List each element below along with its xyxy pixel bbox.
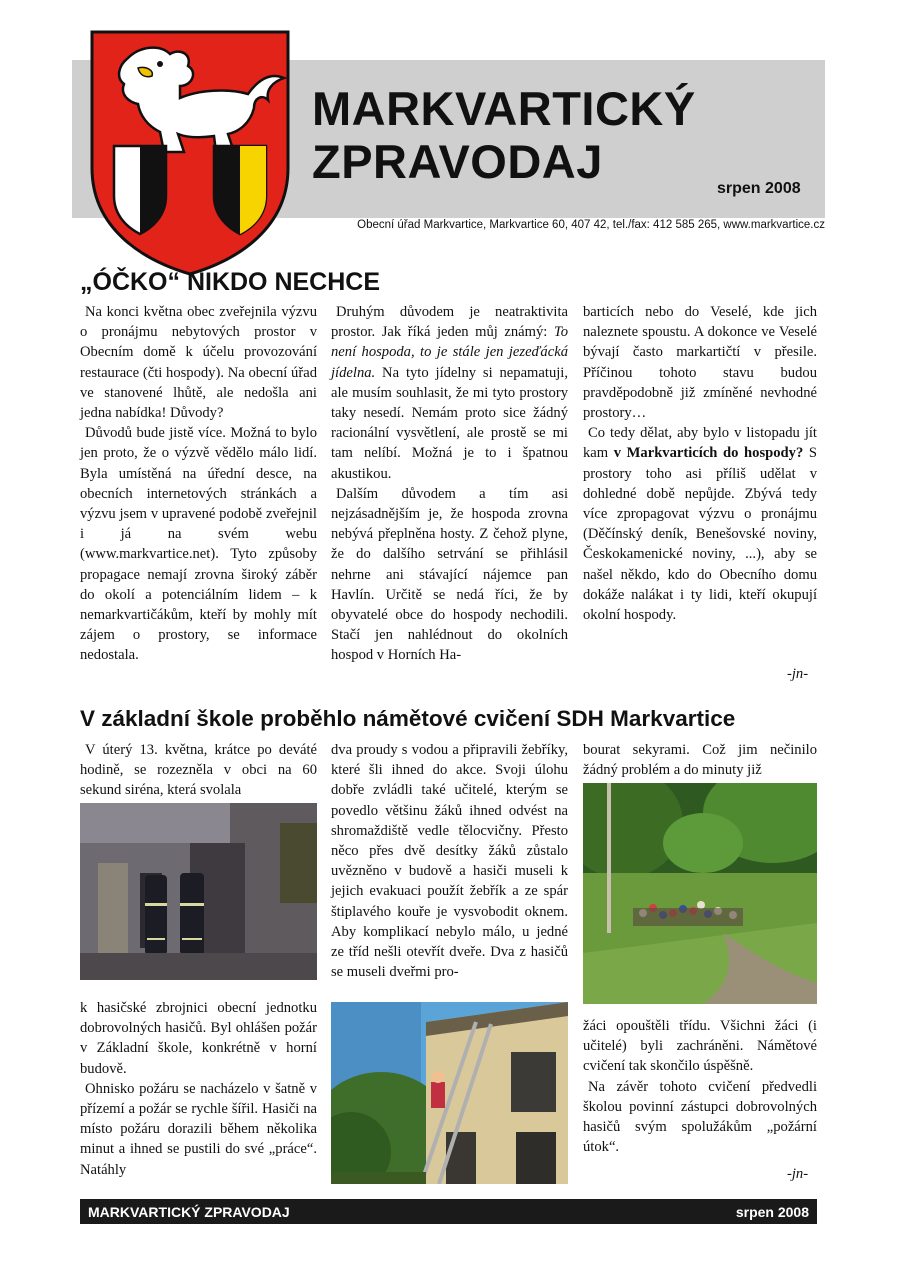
footer-bar [80, 1199, 817, 1224]
masthead-title [312, 82, 696, 188]
article1-col2-text: Druhým důvodem je neatraktivita prostor. Jak říká jeden můj známý: [331, 304, 568, 341]
coat-of-arms-icon [88, 28, 292, 276]
masthead-address: Obecní úřad Markvartice, Markvartice 60, 407 42, tel./fax: 412 585 265, www.markvartice.cz [357, 219, 825, 231]
firefighters-corridor-photo [80, 803, 317, 980]
article1-col2-paragraph2: Dalším důvodem a tím asi nejzásadnějším je, že hospoda zrovna nebývá přeplněna hosty. Z čehož plyne, že do dalšího setrvání se přihlásil nehrne ani stávající nájemce pan Havlín. Určitě se nedá říci, že by obyvatelé obce do hospody nechodili. Stačí jen nahlédnout do okolních hospod v Horních Ha- [331, 485, 568, 664]
article2-signature: -jn- [787, 1166, 809, 1182]
article1-col3-paragraph2 [583, 423, 817, 625]
article2-col3-paragraph: žáci opouštěli třídu. Všichni žáci (i učitelé) byli zachráněni. Námětové cvičení tak skončilo úspěšně. [583, 1018, 817, 1075]
masthead-date: srpen 2008 [717, 180, 801, 197]
masthead-title-line1: MARKVARTICKÝ [312, 82, 696, 135]
article1-column1 [80, 302, 317, 666]
article1-signature: -jn- [787, 666, 809, 682]
article2-column3-bottom [583, 1016, 817, 1157]
article2-column1-top [80, 740, 317, 801]
article2-headline: V základní škole proběhlo námětové cvičení SDH Markvartice [80, 706, 736, 731]
article2-column1-bottom [80, 998, 317, 1180]
article1-col3-bold: v Markvarticích do hospody? [613, 445, 804, 462]
article1-headline: „ÓČKO“ NIKDO NECHCE [80, 268, 381, 296]
article2-col3-paragraph: Na závěr tohoto cvičení předvedli školou povinní zástupci dobrovolných hasičů svým spolužákům „požární útok“. [583, 1078, 817, 1156]
article2-col2-paragraph: dva proudy s vodou a připravili žebříky, které šli ihned do akce. Svoji úlohu dobře zvládli také učitelé, kterým se povedlo většinu žáků ihned odvést na shromaždiště vedle tělocvičny. Přesto něco přes dvě desítky žáků zůstalo uvězněno v budově a hasiči museli k jejich evakuaci použít žebřík a ze spár štiplavého kouře je vysvobodit oknem. Aby komplikací nebylo málo, u jedné ze tříd nešli otevřít dveře. Dva z hasičů se museli dveřmi pro- [331, 742, 568, 981]
article1-col2-text: Na tyto jídelny si nepamatuji, ale musím souhlasit, že mi tyto prostory taky nesedí. Nemám proto sice žádný racionální vysvětlení, ale prostě se mi tam nelíbí. Možná je to i špatnou akustikou. [331, 364, 568, 482]
masthead-title-line2: ZPRAVODAJ [312, 135, 603, 188]
article1-column2 [331, 302, 568, 666]
article1-col3-paragraph1: barticích nebo do Veselé, kde jich naleznete spoustu. A dokonce ve Veselé bývají často markartičtí v přesile. Příčinou tohoto stavu budou pravděpodobně již zmíněné nevhodné prostory… [583, 304, 817, 422]
article2-column2-top [331, 740, 568, 982]
article2-col1-paragraph: k hasičské zbrojnici obecní jednotku dobrovolných hasičů. Byl ohlášen požár v Základní škole, konkrétně v horní budově. [80, 1000, 317, 1077]
article1-col3-text: S prostory toho asi příliš udělat v dohledné době nepůjde. Zbývá tedy více zpropagovat výzvu o pronájmu (Děčínský deník, Benešovské noviny, Českokamenické noviny, ...), aby se našel někdo, kdo do Obecního domu dokáže nalákat i ty lidi, kteří okupují okolní hospody. [583, 445, 817, 624]
article1-col3-text: Co tedy dělat, aby bylo v listopadu jít kam [583, 425, 817, 462]
article1-col1-paragraph: Důvodů bude jistě více. Možná to bylo jen proto, že o výzvě vědělo málo lidí. Byla umístěná na úřední desce, na obecních internetových stránkách a výzvu jsem v upravené podobě zveřejnil i já na svém webu (www.markvartice.net). Tyto způsoby propagace nemají zrovna široký záběr do okolí a potenciálním lidem – k nemarkvartičákům, kteří by mohly mít zájem o prostory, se informace nedostala. [80, 425, 317, 664]
article2-column3-top [583, 740, 817, 780]
ladder-evacuation-photo [331, 1002, 568, 1184]
article1-col2-paragraph1 [331, 302, 568, 484]
article2-col1-paragraph: Ohnisko požáru se nacházelo v šatně v přízemí a požár se rychle šířil. Hasiči na místo požáru dorazili během několika minut a ihned se pustili do své „práce“. Natáhly [80, 1080, 317, 1178]
footer-date: srpen 2008 [735, 1204, 809, 1220]
article1-col2-quote: To není hospoda, to je stále jen jezeďácká jídelna. [331, 324, 568, 381]
article1-col1-paragraph: Na konci května obec zveřejnila výzvu o pronájmu nebytových prostor v Obecním domě k účelu provozování restaurace (čti hospody). Na obecní úřad ve stanovené lhůtě, ale nedošla ani jedna nabídka! Důvody? [80, 304, 317, 422]
article2-col3-paragraph: bourat sekyrami. Což jim nečinilo žádný problém a do minuty již [583, 742, 817, 779]
article2-col1-paragraph: V úterý 13. května, krátce po deváté hodině, se rozezněla v obci na 60 sekund siréna, která svolala [80, 742, 317, 799]
article1-column3 [583, 302, 817, 625]
crowd-garden-photo [583, 783, 817, 1004]
footer-title: MARKVARTICKÝ ZPRAVODAJ [88, 1204, 290, 1220]
